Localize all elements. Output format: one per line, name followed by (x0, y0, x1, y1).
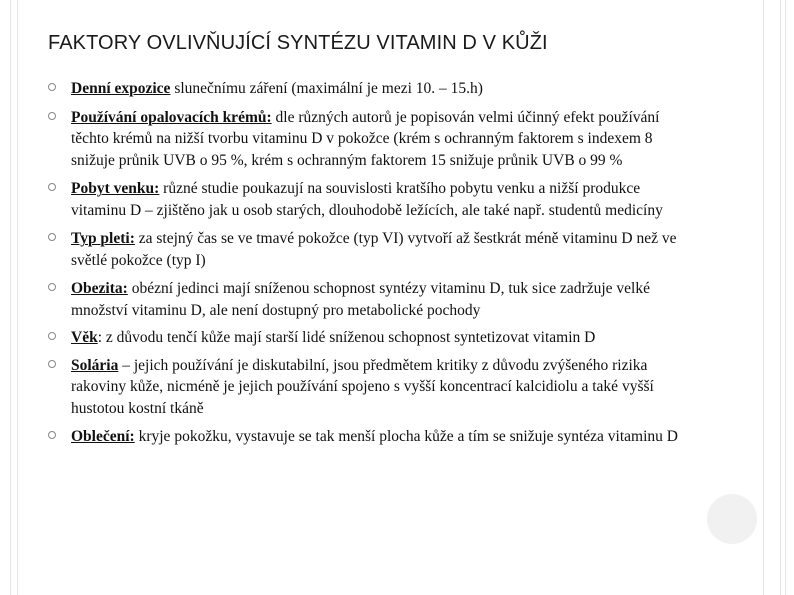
bullet-text: různé studie poukazují na souvislosti kratšího pobytu venku a nižší produkce vitaminu D – zjištěno jak u osob starých, dlouhodobě ležících, ale také např. studentů medicíny (71, 180, 663, 219)
bullet-circle-icon (48, 112, 56, 120)
bullet-circle-icon (48, 183, 56, 191)
bullet-item-clothing (48, 426, 688, 448)
bullet-text: obézní jedinci mají sníženou schopnost syntézy vitaminu D, tuk sice zadržuje velké množství vitaminu D, ale není dostupný pro metabolické pochody (71, 280, 650, 319)
bullet-item-skin-type (48, 228, 688, 271)
bullet-item-age (48, 327, 688, 349)
bullet-circle-icon (48, 233, 56, 241)
bullet-item-outdoors (48, 178, 688, 221)
bullet-term: Používání opalovacích krémů: (71, 108, 272, 126)
bullet-term: Obezita: (71, 280, 128, 297)
bullet-item-exposure (48, 78, 688, 100)
right-border-decoration (763, 0, 781, 595)
decorative-circle (707, 494, 757, 544)
bullet-term: Pobyt venku: (71, 180, 160, 197)
bullet-term: Typ pleti: (71, 230, 135, 247)
bullet-text: – jejich používání je diskutabilní, jsou předmětem kritiky z důvodu zvýšeného rizika rakoviny kůže, nicméně je jejich používání spojeno s vyšší koncentrací kalcidiolu a také vyšší hustotou kostní tkáně (71, 356, 654, 417)
bullet-item-solarium (48, 355, 688, 420)
bullet-list (48, 78, 688, 455)
bullet-term: Oblečení: (71, 428, 135, 445)
bullet-circle-icon (48, 360, 56, 368)
slide-title: FAKTORY OVLIVŇUJÍCÍ SYNTÉZU VITAMIN D V KŮŽI (48, 32, 548, 54)
bullet-circle-icon (48, 283, 56, 291)
bullet-text: za stejný čas se ve tmavé pokožce (typ VI) vytvoří až šestkrát méně vitaminu D než ve světlé pokožce (typ I) (71, 230, 677, 269)
bullet-circle-icon (48, 332, 56, 340)
bullet-circle-icon (48, 431, 56, 439)
right-edge-line (785, 0, 786, 595)
bullet-term: Denní expozice (71, 80, 171, 97)
bullet-text: slunečnímu záření (maximální je mezi 10. – 15.h) (170, 80, 483, 97)
bullet-item-sunscreen (48, 107, 688, 172)
bullet-text: : z důvodu tenčí kůže mají starší lidé sníženou schopnost syntetizovat vitamin D (97, 329, 596, 346)
bullet-text: dle různých autorů je popisován velmi účinný efekt používání těchto krémů na nižší tvorbu vitaminu D v pokožce (krém s ochranným faktorem s indexem 8 snižuje průnik UVB o 95 %, krém s ochranným faktorem 15 snižuje průnik UVB o 99 % (71, 108, 660, 169)
bullet-term: Solária (71, 356, 119, 374)
bullet-term: Věk (71, 329, 98, 346)
left-border-decoration (10, 0, 18, 595)
bullet-circle-icon (48, 83, 56, 91)
bullet-item-obesity (48, 278, 688, 321)
bullet-text: kryje pokožku, vystavuje se tak menší plocha kůže a tím se snižuje syntéza vitaminu D (134, 428, 678, 445)
